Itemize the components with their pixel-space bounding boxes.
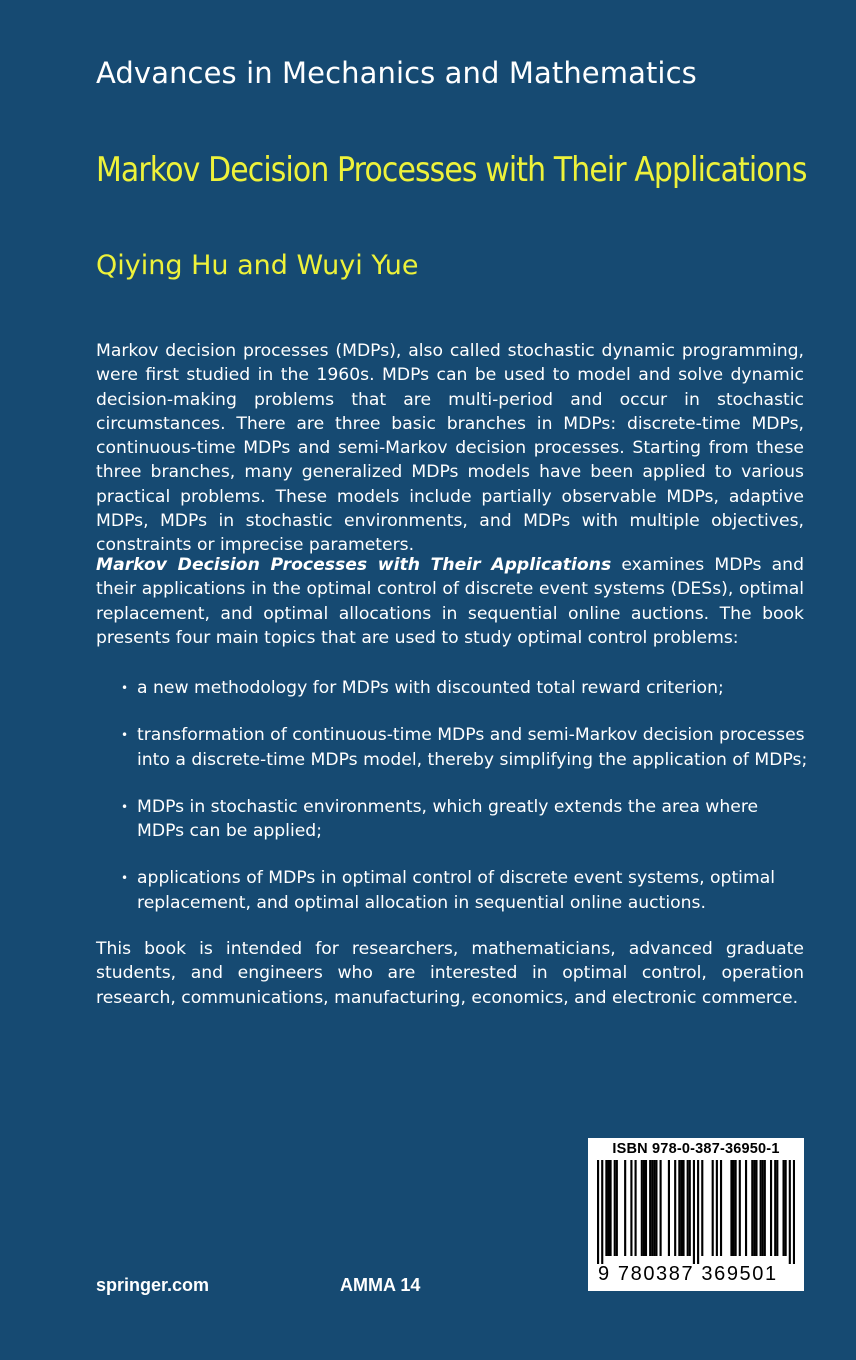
barcode-bar	[753, 1160, 755, 1256]
barcode-bar	[776, 1160, 778, 1256]
bullet-icon: •	[121, 799, 129, 814]
list-item-text: a new methodology for MDPs with discounted total reward criterion;	[137, 678, 724, 698]
barcode-bar	[693, 1160, 695, 1264]
audience-paragraph: This book is intended for researchers, mathematicians, advanced graduate students, and engineers who are interested in optimal control, operation research, communications, manufacturing, economics, and electronic commerce.	[96, 939, 804, 1008]
series-name: Advances in Mechanics and Mathematics	[96, 56, 697, 90]
isbn-digits: 9 780387 369501	[598, 1263, 778, 1285]
barcode-bar	[789, 1160, 791, 1264]
barcode-bar	[793, 1160, 795, 1264]
topics-list	[96, 676, 808, 938]
list-item	[96, 676, 808, 700]
barcode-bar	[701, 1160, 703, 1256]
barcode-bar	[689, 1160, 691, 1256]
book-authors: Qiying Hu and Wuyi Yue	[96, 250, 419, 281]
barcode-bar	[680, 1160, 682, 1256]
barcode-bar	[645, 1160, 647, 1256]
barcode-bar	[630, 1160, 632, 1256]
barcode-bar	[735, 1160, 737, 1256]
bullet-icon: •	[121, 728, 129, 743]
series-code: AMMA 14	[340, 1275, 421, 1295]
bullet-icon: •	[121, 871, 129, 886]
book-title: Markov Decision Processes with Their Applications	[96, 150, 807, 190]
barcode-bars-icon	[597, 1160, 795, 1264]
description-paragraph-2	[96, 553, 804, 650]
barcode-bar	[601, 1160, 603, 1264]
barcode-bar	[751, 1160, 753, 1256]
barcode-bar	[785, 1160, 787, 1256]
barcode-bar	[641, 1160, 643, 1256]
barcode-bar	[643, 1160, 645, 1256]
barcode-bar	[764, 1160, 766, 1256]
barcode-bar	[730, 1160, 732, 1256]
barcode-bar	[678, 1160, 680, 1256]
barcode-bar	[712, 1160, 714, 1256]
isbn-label: ISBN 978-0-387-36950-1	[612, 1141, 780, 1157]
barcode-bar	[697, 1160, 699, 1264]
barcode-bar	[597, 1160, 599, 1264]
barcode-bar	[624, 1160, 626, 1256]
barcode-bar	[745, 1160, 747, 1256]
barcode-bar	[655, 1160, 657, 1256]
bullet-icon: •	[121, 681, 129, 695]
barcode-bar	[716, 1160, 718, 1256]
barcode-bar	[732, 1160, 734, 1256]
paragraph-2-book-title: Markov Decision Processes with Their Applications	[96, 555, 612, 575]
barcode-bar	[635, 1160, 637, 1256]
barcode-bar	[607, 1160, 609, 1256]
barcode-bar	[774, 1160, 776, 1256]
barcode-bar	[610, 1160, 612, 1256]
barcode-bar	[668, 1160, 670, 1256]
list-item-text: applications of MDPs in optimal control of discrete event systems, optimal replacement, and optimal allocation in sequential online auctions.	[137, 868, 776, 913]
barcode-bar	[653, 1160, 655, 1256]
list-item-text: MDPs in stochastic environments, which greatly extends the area where MDPs can be applied;	[137, 796, 759, 842]
barcode-bar	[682, 1160, 684, 1256]
barcode-bar	[760, 1160, 762, 1256]
barcode-bar	[616, 1160, 618, 1256]
barcode-bar	[770, 1160, 772, 1256]
barcode-bar	[674, 1160, 676, 1256]
list-item-text: transformation of continuous-time MDPs and semi-Markov decision processes into a discrete-time MDPs model, thereby simplifying the application of MDPs;	[137, 725, 808, 770]
list-item	[96, 795, 808, 844]
paragraph-2-text: examines MDPs and their applications in the optimal control of discrete event systems (DESs), optimal replacement, and optimal allocations in sequential online auctions. The book presents four main topics that are used to study optimal control problems:	[96, 555, 804, 648]
barcode-bar	[762, 1160, 764, 1256]
barcode-bar	[651, 1160, 653, 1256]
barcode-bar	[605, 1160, 607, 1256]
list-item	[96, 723, 808, 772]
barcode-bar	[739, 1160, 741, 1256]
barcode-bar	[660, 1160, 662, 1256]
publisher-website: springer.com	[96, 1275, 210, 1295]
barcode-bar	[614, 1160, 616, 1256]
barcode-bar	[649, 1160, 651, 1256]
isbn-barcode	[588, 1138, 804, 1291]
barcode-bar	[720, 1160, 722, 1256]
barcode-bar	[755, 1160, 757, 1256]
barcode-bar	[687, 1160, 689, 1256]
description-paragraph-1: Markov decision processes (MDPs), also called stochastic dynamic programming, were first studied in the 1960s. MDPs can be used to model and solve dynamic decision-making problems that are multi-period and occur in stochastic circumstances. There are three basic branches in MDPs: discrete-time MDPs, continuous-time MDPs and semi-Markov decision processes. Starting from these three branches, many generalized MDPs models have been applied to various practical problems. These models include partially observable MDPs, adaptive MDPs, MDPs in stochastic environments, and MDPs with multiple objectives, constraints or imprecise parameters.	[96, 341, 804, 556]
barcode-bar	[782, 1160, 784, 1256]
list-item	[96, 866, 808, 915]
